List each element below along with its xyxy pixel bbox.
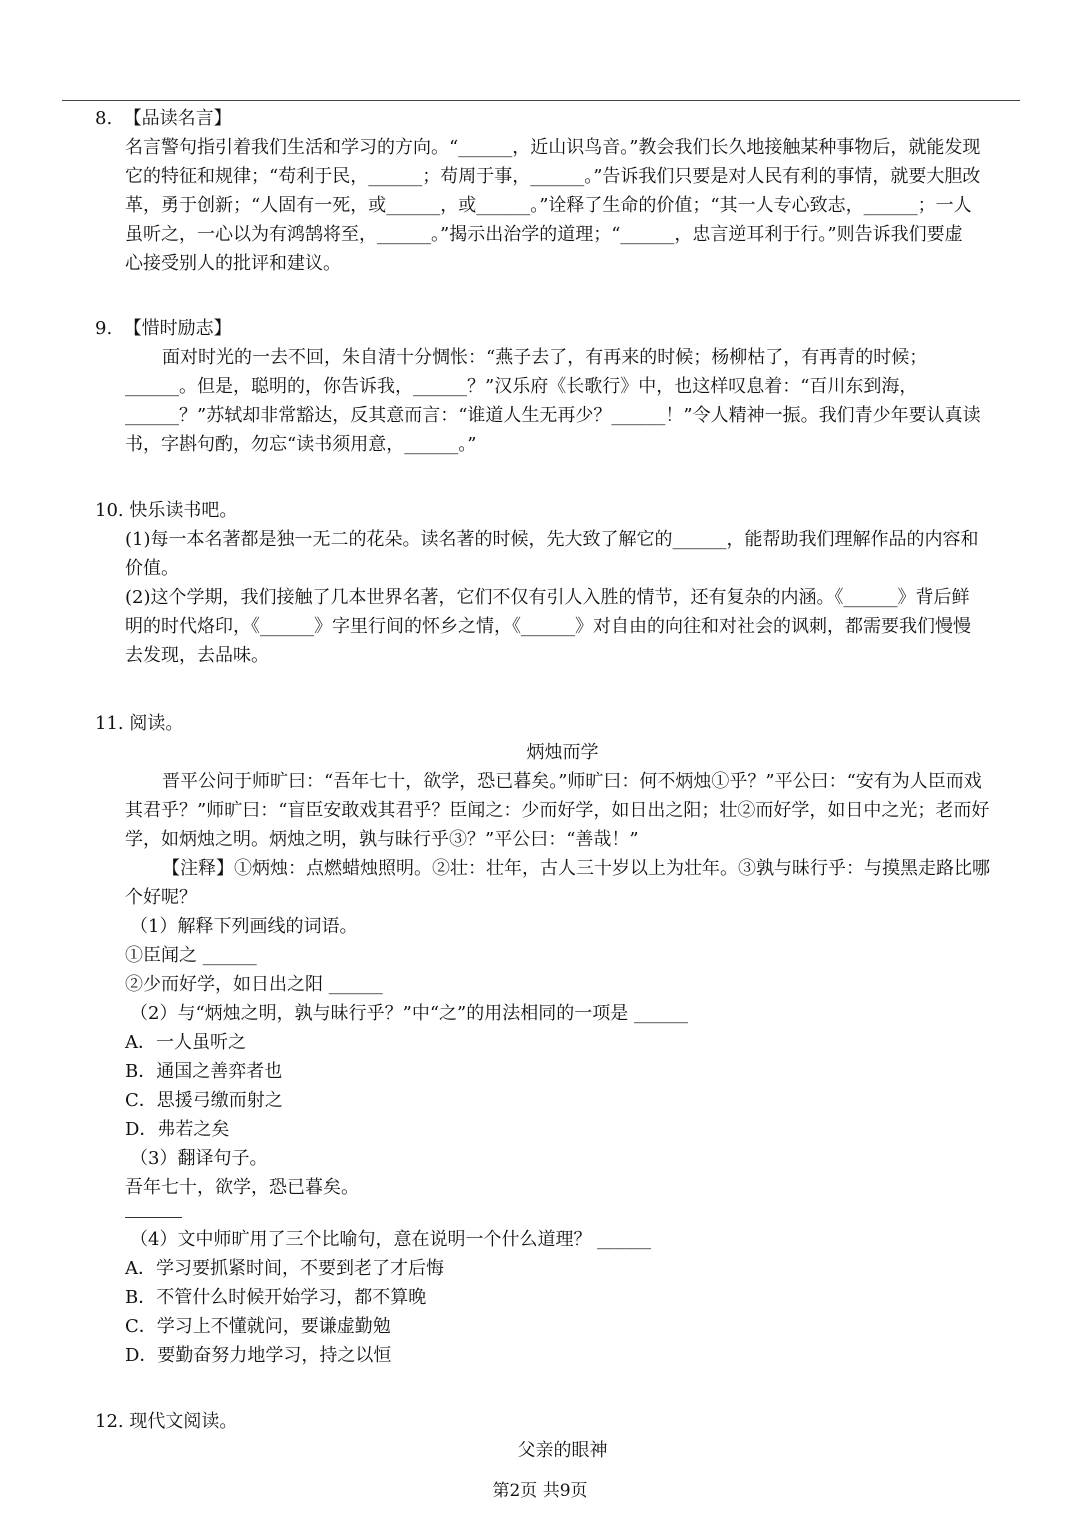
header-rule — [62, 100, 1020, 101]
translate-sentence: 吾年七十，欲学，恐已暮矣。 — [125, 1177, 359, 1198]
question-line: 心接受别人的批评和建议。 — [125, 253, 341, 274]
question-line: 它的特征和规律；“苟利于民，______；苟周于事，______。”告诉我们只要是对人民有利的事情，就要大胆改 — [125, 166, 981, 187]
question-line: 去发现，去品味。 — [125, 645, 269, 666]
option-c: C．学习上不懂就问，要谦虚勤勉 — [125, 1316, 391, 1337]
passage-line: 学，如炳烛之明。炳烛之明，孰与昧行乎③？”平公曰：“善哉！” — [125, 829, 639, 850]
option-a: A．学习要抓紧时间，不要到老了才后悔 — [125, 1258, 444, 1279]
subquestion-2: （2）与“炳烛之明，孰与昧行乎？”中“之”的用法相同的一项是 ______ — [130, 1003, 688, 1024]
option-a: A．一人虽听之 — [125, 1032, 246, 1053]
question-12 — [95, 1407, 1030, 1465]
option-d: D．弗若之矣 — [125, 1119, 230, 1140]
passage-line: 晋平公问于师旷曰：“吾年七十，欲学，恐已暮矣。”师旷曰：何不炳烛①乎？”平公曰：“安有为人臣而戏 — [162, 771, 982, 792]
question-title: 10. 快乐读书吧。 — [95, 500, 238, 521]
subquestion-1: （1）解释下列画线的词语。 — [130, 916, 358, 937]
subquestion-4: （4）文中师旷用了三个比喻句，意在说明一个什么道理？ ______ — [130, 1229, 652, 1250]
subquestion-3: （3）翻译句子。 — [130, 1148, 268, 1169]
question-line: (1)每一本名著都是独一无二的花朵。读名著的时候，先大致了解它的______，能帮助我们理解作品的内容和 — [125, 529, 979, 550]
question-9 — [95, 314, 1030, 459]
question-11-part-4 — [95, 1225, 1030, 1370]
subquestion-1a: ①臣闻之 ______ — [125, 945, 257, 966]
question-title: 11. 阅读。 — [95, 713, 184, 734]
question-title: 9. 【惜时励志】 — [95, 318, 232, 339]
passage-line: 其君乎？”师旷曰：“盲臣安敢戏其君乎？臣闻之：少而好学，如日出之阳；壮②而好学，如日中之光；老而好 — [125, 800, 990, 821]
page-number: 第2页 共9页 — [492, 1481, 588, 1501]
note-line: 【注释】①炳烛：点燃蜡烛照明。②壮：壮年，古人三十岁以上为壮年。③孰与昧行乎：与摸黑走路比哪 — [162, 858, 990, 879]
question-line: 价值。 — [125, 558, 179, 579]
question-line: 书，字斟句酌，勿忘“读书须用意，______。” — [125, 434, 477, 455]
passage-title: 炳烛而学 — [526, 742, 599, 763]
question-8 — [95, 104, 1030, 278]
option-b: B．通国之善弈者也 — [125, 1061, 283, 1082]
question-10 — [95, 496, 1030, 670]
option-c: C．思援弓缴而射之 — [125, 1090, 283, 1111]
question-line: 虽听之，一心以为有鸿鹄将至，______。”揭示出治学的道理；“______，忠言逆耳利于行。”则告诉我们要虚 — [125, 224, 963, 245]
note-line: 个好呢？ — [125, 887, 197, 908]
question-line: ______？”苏轼却非常豁达，反其意而言：“谁道人生无再少？______！”令人精神一振。我们青少年要认真读 — [125, 405, 981, 426]
subquestion-1b: ②少而好学，如日出之阳 ______ — [125, 974, 383, 995]
question-line: 名言警句指引着我们生活和学习的方向。“______，近山识鸟音。”教会我们长久地接触某种事物后，就能发现 — [125, 137, 981, 158]
option-d: D．要勤奋努力地学习，持之以恒 — [125, 1345, 392, 1366]
answer-blank-line — [125, 1217, 182, 1218]
question-line: 革，勇于创新；“人固有一死，或______，或______。”诠释了生命的价值；“其一人专心致志，______；一人 — [125, 195, 972, 216]
question-line: 面对时光的一去不回，朱自清十分惆怅：“燕子去了，有再来的时候；杨柳枯了，有再青的时候； — [162, 347, 928, 368]
question-line: 明的时代烙印，《______》字里行间的怀乡之情，《______》对自由的向往和对社会的讽刺，都需要我们慢慢 — [125, 616, 971, 637]
question-line: ______。但是，聪明的，你告诉我，______？”汉乐府《长歌行》中，也这样叹息着：“百川东到海， — [125, 376, 918, 397]
passage-title: 父亲的眼神 — [517, 1440, 608, 1461]
question-line: (2)这个学期，我们接触了几本世界名著，它们不仅有引人入胜的情节，还有复杂的内涵。《______》背后鲜 — [125, 587, 970, 608]
option-b: B．不管什么时候开始学习，都不算晚 — [125, 1287, 427, 1308]
question-title: 8. 【品读名言】 — [95, 108, 232, 129]
question-11 — [95, 709, 1030, 1202]
question-title: 12. 现代文阅读。 — [95, 1411, 238, 1432]
